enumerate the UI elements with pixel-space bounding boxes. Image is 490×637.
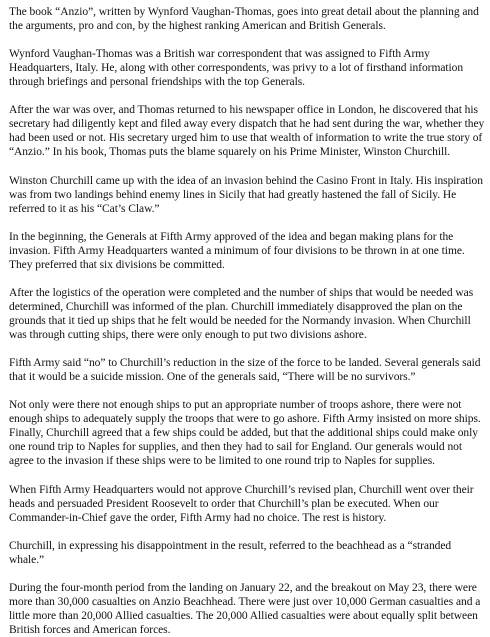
paragraph-fifth-army-no: Fifth Army said “no” to Churchill’s reduction in the size of the force to be landed. Several generals said that it would be a suicide mission. One of the generals said, “There will be no survivors.” bbox=[9, 357, 481, 384]
paragraph-supply-ships: Not only were there not enough ships to put an appropriate number of troops ashore, there were not enough ships to adequately supply the troops that were to go ashore. Fifth Army insisted on more ships. Finally, Churchill agreed that a few ships could be added, but that the additional ships could make only one round trip to Naples for supplies, and then they had to sail for England. Our generals would not agree to the invasion if these ships were to be limited to one round trip to Naples for supplies. bbox=[9, 399, 481, 468]
paragraph-intro: The book “Anzio”, written by Wynford Vaughan-Thomas, goes into great detail about the planning and the arguments, pro and con, by the highest ranking American and British Generals. bbox=[9, 6, 479, 32]
paragraph-stranded-whale: Churchill, in expressing his disappointment in the result, referred to the beachhead as a “stranded whale.” bbox=[9, 539, 452, 566]
paragraph-author-background: Wynford Vaughan-Thomas was a British war correspondent that was assigned to Fifth Army Headquarters, Italy. He, along with other correspondents, was privy to a lot of firsthand information through briefings and personal friendships with the top Generals. bbox=[9, 48, 464, 89]
paragraph-roosevelt-order: When Fifth Army Headquarters would not approve Churchill’s revised plan, Churchill went over their heads and persuaded President Roosevelt to order that Churchill’s plan be executed. When our Commander-in-Chief gave the order, Fifth Army had no choice. The rest is history. bbox=[9, 483, 474, 524]
paragraph-after-war: After the war was over, and Thomas returned to his newspaper office in London, he discovered that his secretary had diligently kept and filed away every dispatch that he had sent during the war, whether they had been used or not. His secretary urged him to use that wealth of information to write the true story of “Anzio.” In his book, Thomas puts the blame squarely on his Prime Minister, Winston Churchill. bbox=[9, 104, 485, 159]
paragraph-fifth-army-plans: In the beginning, the Generals at Fifth Army approved of the idea and began making plans for the invasion. Fifth Army Headquarters wanted a minimum of four divisions to be thrown in at one time. They preferred that six divisions be committed. bbox=[9, 230, 465, 271]
paragraph-logistics: After the logistics of the operation were completed and the number of ships that would be needed was determined, Churchill was informed of the plan. Churchill immediately disapproved the plan on the grounds that it tied up ships that he felt would be needed for the Normandy invasion. When Churchill was through cutting ships, there were only enough to put two divisions ashore. bbox=[9, 286, 474, 341]
paragraph-casualties: During the four-month period from the landing on January 22, and the breakout on May 23, there were more than 30,000 casualties on Anzio Beachhead. There were just over 10,000 German casualties and a little more than 20,000 Allied casualties. The 20,000 Allied casualties were about equally split between British forces and American forces. bbox=[9, 581, 481, 636]
paragraph-churchill-idea: Winston Churchill came up with the idea of an invasion behind the Casino Front in Italy. His inspiration was from two landings behind enemy lines in Sicily that had greatly hastened the fall of Sicily. He referred to it as his “Cat’s Claw.” bbox=[9, 174, 483, 215]
